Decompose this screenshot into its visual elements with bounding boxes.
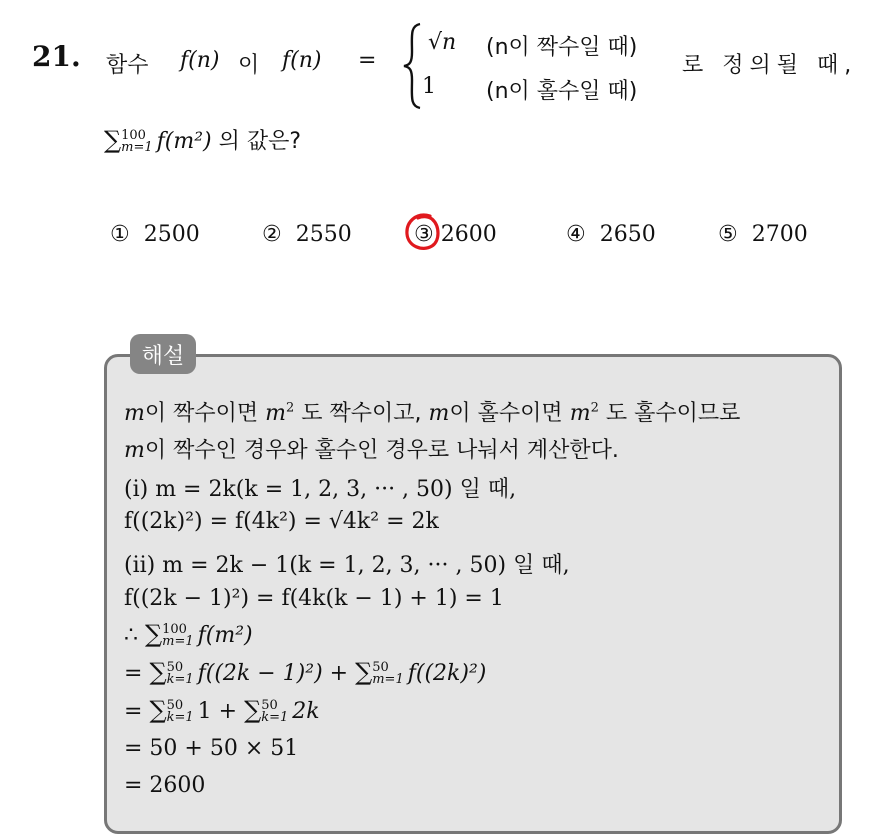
- function-name: f(n): [180, 48, 220, 73]
- question-number: 21.: [32, 40, 81, 73]
- solution-line-7: ∴ ∑ 100 m=1 f(m²): [124, 620, 253, 649]
- solution-line-1: m이 짝수이면 $m^2$ 도 짝수이고, m이 홀수이면 $m^2$ 도 홀수이므로: [124, 400, 741, 426]
- sum-expression: f(m²): [156, 129, 212, 154]
- case1-value: √n: [428, 30, 457, 55]
- choice-5[interactable]: ⑤ 2700: [718, 222, 808, 247]
- word-function: 함수: [106, 53, 149, 78]
- choice-3[interactable]: ③ 2600: [414, 222, 497, 247]
- solution-line-5: (ii) m = 2k − 1(k = 1, 2, 3, ··· , 50) 일 때,: [124, 553, 570, 578]
- solution-line-11: = 2600: [124, 773, 206, 798]
- ask-text: 의 값은?: [218, 129, 302, 154]
- solution-line-6: f((2k − 1)²) = f(4k(k − 1) + 1) = 1: [124, 586, 504, 611]
- solution-line-10: = 50 + 50 × 51: [124, 736, 299, 761]
- solution-line-8: = ∑ 50 k=1 f((2k − 1)²) + ∑ 50 m=1 f((2k)²): [124, 658, 487, 687]
- choice-2[interactable]: ② 2550: [262, 222, 352, 247]
- answer-circle-mark-icon: [404, 212, 442, 252]
- solution-line-3: (i) m = 2k(k = 1, 2, 3, ··· , 50) 일 때,: [124, 477, 517, 502]
- case1-condition: (n이 짝수일 때): [486, 35, 638, 60]
- sum-lower: m=1: [121, 140, 153, 155]
- equals-sign: =: [358, 48, 377, 73]
- case2-value: 1: [422, 74, 436, 99]
- sum-question: [104, 124, 301, 155]
- function-name-2: f(n): [282, 48, 322, 73]
- sigma-icon: ∑: [104, 126, 122, 154]
- solution-tag: 해설: [130, 334, 196, 374]
- choice-1[interactable]: ① 2500: [110, 222, 200, 247]
- particle-i: 이: [238, 53, 260, 78]
- solution-line-9: = ∑ 50 k=1 1 + ∑ 50 k=1 2k: [124, 696, 320, 725]
- solution-line-2: m이 짝수인 경우와 홀수인 경우로 나눠서 계산한다.: [124, 438, 619, 463]
- defined-when-text: 로 정의될 때,: [682, 53, 858, 78]
- left-brace-icon: [402, 22, 422, 110]
- case2-condition: (n이 홀수일 때): [486, 79, 638, 104]
- solution-line-4: f((2k)²) = f(4k²) = √4k² = 2k: [124, 509, 439, 534]
- sum-upper: 100: [121, 128, 146, 143]
- choice-4[interactable]: ④ 2650: [566, 222, 656, 247]
